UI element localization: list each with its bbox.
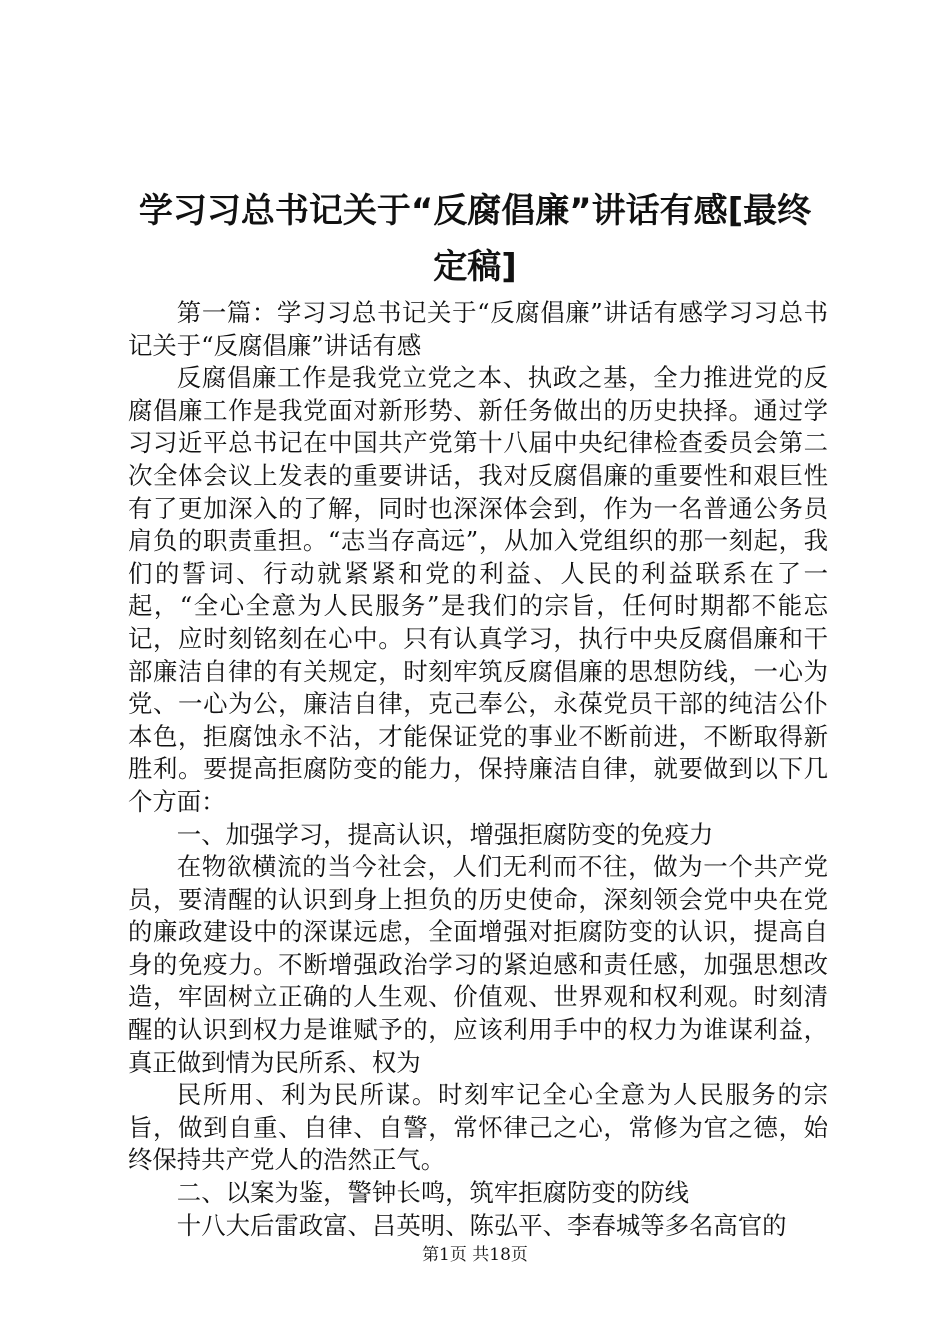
paragraph-section-1-cont: 民所用、利为民所谋。时刻牢记全心全意为人民服务的宗旨，做到自重、自律、自警，常怀律己之心，常修为官之德，始终保持共产党人的浩然正气。	[128, 1080, 828, 1175]
paragraph-section-1: 在物欲横流的当今社会，人们无利而不往，做为一个共产党员，要清醒的认识到身上担负的历史使命，深刻领会党中央在党的廉政建设中的深谋远虑，全面增强对拒腐防变的认识，提高自身的免疫力。不断增强政治学习的紧迫感和责任感，加强思想改造，牢固树立正确的人生观、价值观、世界观和权利观。时刻清醒的认识到权力是谁赋予的，应该利用手中的权力为谁谋利益，真正做到情为民所系、权为	[128, 852, 828, 1077]
paragraph-section-2: 十八大后雷政富、吕英明、陈弘平、李春城等多名高官的	[176, 1210, 787, 1240]
section-heading-2: 二、以案为鉴，警钟长鸣，筑牢拒腐防变的防线	[176, 1178, 690, 1208]
paragraph-main: 反腐倡廉工作是我党立党之本、执政之基，全力推进党的反腐倡廉工作是我党面对新形势、新任务做出的历史抉择。通过学习习近平总书记在中国共产党第十八届中央纪律检查委员会第二次全体会议上发表的重要讲话，我对反腐倡廉的重要性和艰巨性有了更加深入的了解，同时也深深体会到，作为一名普通公务员肩负的职责重担。“志当存高远”，从加入党组织的那一刻起，我们的誓词、行动就紧紧和党的利益、人民的利益联系在了一起，“全心全意为人民服务”是我们的宗旨，任何时期都不能忘记，应时刻铭刻在心中。只有认真学习，执行中央反腐倡廉和干部廉洁自律的有关规定，时刻牢筑反腐倡廉的思想防线，一心为党、一心为公，廉洁自律，克己奉公，永葆党员干部的纯洁公仆本色，拒腐蚀永不沾，才能保证党的事业不断前进，不断取得新胜利。要提高拒腐防变的能力，保持廉洁自律，就要做到以下几个方面：	[128, 363, 828, 816]
page-number: 第1页 共18页	[422, 1245, 528, 1265]
document-body	[128, 297, 828, 1242]
section-heading-1: 一、加强学习，提高认识，增强拒腐防变的免疫力	[176, 819, 714, 849]
paragraph-intro: 第一篇：学习习总书记关于“反腐倡廉”讲话有感学习习总书记关于“反腐倡廉”讲话有感	[128, 298, 828, 360]
document-title: 学习习总书记关于“反腐倡廉”讲话有感[最终定稿]	[138, 191, 812, 287]
